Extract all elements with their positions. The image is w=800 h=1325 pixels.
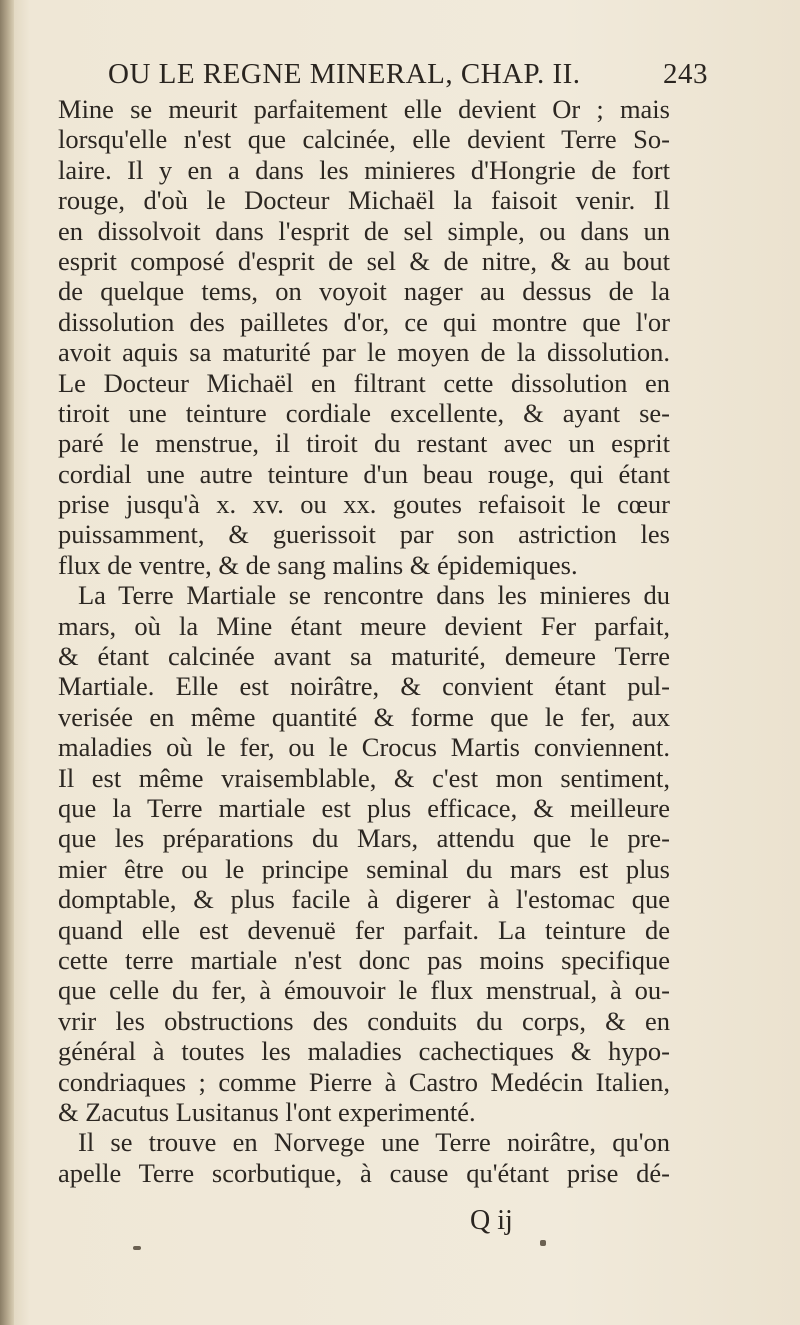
- ink-speck: [540, 1240, 546, 1246]
- running-header: [108, 58, 708, 98]
- text-line: condriaques ; comme Pierre à Castro Medécin Italien,: [58, 1066, 670, 1097]
- text-line: & Zacutus Lusitanus l'ont experimenté.: [58, 1096, 476, 1127]
- text-line: dissolution des pailletes d'or, ce qui montre que l'or: [58, 306, 670, 337]
- text-line: apelle Terre scorbutique, à cause qu'étant prise dé-: [58, 1157, 670, 1188]
- text-line: Mine se meurit parfaitement elle devient Or ; mais: [58, 94, 670, 124]
- text-line: prise jusqu'à x. xv. ou xx. goutes refaisoit le cœur: [58, 489, 670, 520]
- text-line: Le Docteur Michaël en filtrant cette dissolution en: [58, 367, 670, 398]
- text-line: cette terre martiale n'est donc pas moins specifique: [58, 944, 670, 975]
- text-line: Martiale. Elle est noirâtre, & convient étant pul-: [58, 671, 670, 702]
- text-line: mars, où la Mine étant meure devient Fer parfait,: [58, 610, 670, 641]
- text-line: Il se trouve en Norvege une Terre noirâtre, qu'on: [78, 1127, 670, 1158]
- text-line: général à toutes les maladies cachectiques & hypo-: [58, 1036, 670, 1067]
- text-line: flux de ventre, & de sang malins & épidemiques.: [58, 549, 578, 580]
- page-binding-edge: [0, 0, 14, 1325]
- text-line: mier être ou le principe seminal du mars est plus: [58, 853, 670, 884]
- text-line: quand elle est devenuë fer parfait. La teinture de: [58, 914, 670, 945]
- text-line: puissamment, & guerissoit par son astriction les: [58, 519, 670, 550]
- text-line: vrir les obstructions des conduits du corps, & en: [58, 1005, 670, 1036]
- text-line: verisée en même quantité & forme que le fer, aux: [58, 701, 670, 732]
- text-line: & étant calcinée avant sa maturité, demeure Terre: [58, 641, 670, 672]
- text-line: Il est même vraisemblable, & c'est mon sentiment,: [58, 762, 670, 793]
- text-line: lorsqu'elle n'est que calcinée, elle devient Terre So-: [58, 124, 670, 155]
- text-line: maladies où le fer, ou le Crocus Martis conviennent.: [58, 732, 670, 763]
- text-line: laire. Il y en a dans les minieres d'Hongrie de fort: [58, 154, 670, 185]
- text-line: de quelque tems, on voyoit nager au dessus de la: [58, 276, 670, 307]
- running-title: OU LE REGNE MINERAL, CHAP. II.: [108, 58, 581, 90]
- text-line: que la Terre martiale est plus efficace, & meilleure: [58, 792, 670, 823]
- page-number: 243: [663, 58, 708, 90]
- text-line: cordial une autre teinture d'un beau rouge, qui étant: [58, 458, 670, 489]
- text-line: paré le menstrue, il tiroit du restant avec un esprit: [58, 428, 670, 459]
- text-line: domptable, & plus facile à digerer à l'estomac que: [58, 884, 670, 915]
- text-line: La Terre Martiale se rencontre dans les minieres du: [78, 580, 670, 611]
- text-line: que les préparations du Mars, attendu que le pre-: [58, 823, 670, 854]
- ink-speck: [133, 1246, 141, 1250]
- text-line: en dissolvoit dans l'esprit de sel simple, ou dans un: [58, 215, 670, 246]
- text-line: esprit composé d'esprit de sel & de nitre, & au bout: [58, 245, 670, 276]
- text-line: tiroit une teinture cordiale excellente, & ayant se-: [58, 397, 670, 428]
- text-line: que celle du fer, à émouvoir le flux menstrual, à ou-: [58, 975, 670, 1006]
- signature-mark: Q ij: [470, 1205, 513, 1236]
- text-line: avoit aquis sa maturité par le moyen de la dissolution.: [58, 337, 670, 368]
- text-line: rouge, d'où le Docteur Michaël la faisoit venir. Il: [58, 185, 670, 216]
- body-text: [58, 94, 670, 1188]
